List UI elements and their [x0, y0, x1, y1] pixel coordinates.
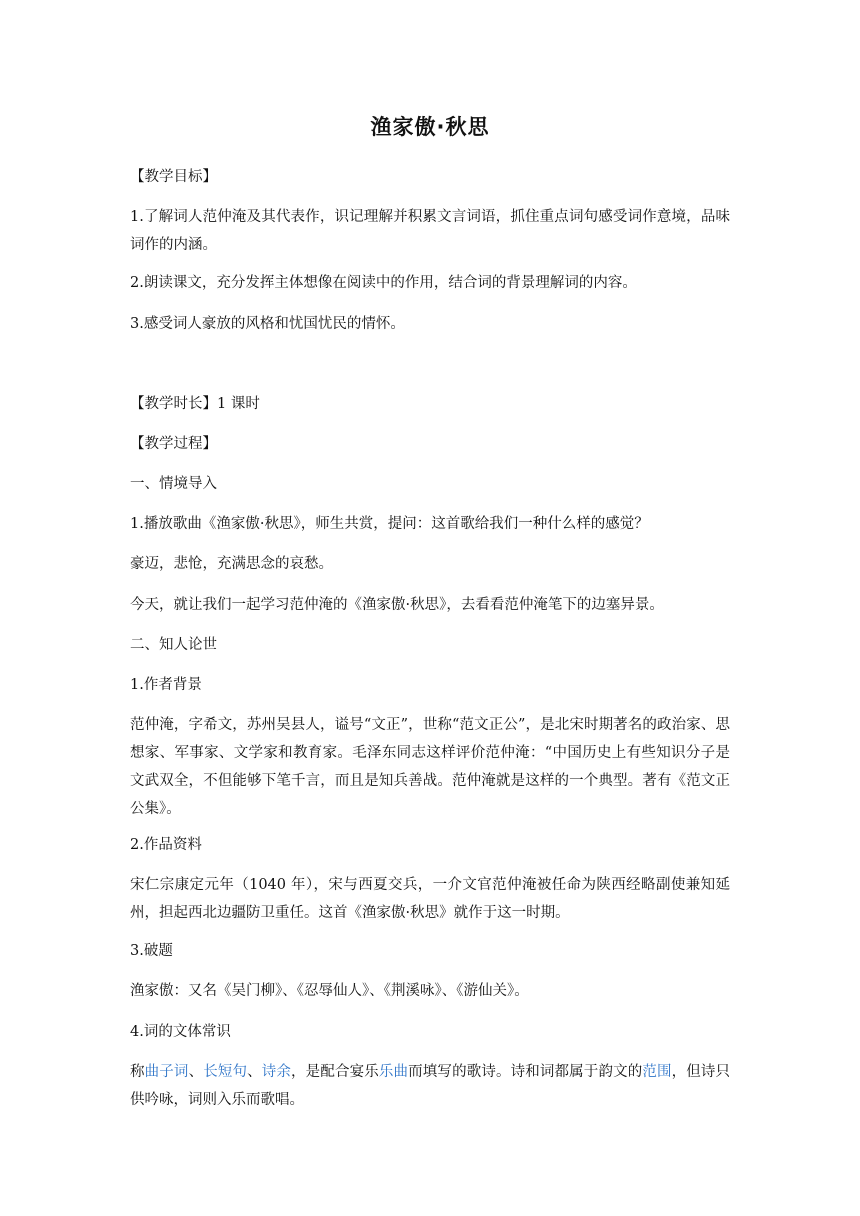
style-text-1: 称: [130, 1064, 145, 1080]
goal-item-1: 1.了解词人范仲淹及其代表作，识记理解并积累文言词语，抓住重点词句感受词作意境，品味词作的内涵。: [130, 209, 730, 253]
intro-paragraph-3: 今天，就让我们一起学习范仲淹的《渔家傲·秋思》，去看看范仲淹笔下的边塞异景。: [130, 597, 664, 613]
intro-paragraph-2: 豪迈，悲怆，充满思念的哀愁。: [130, 556, 333, 572]
work-info-paragraph: 宋仁宗康定元年（1040 年），宋与西夏交兵，一介文官范仲淹被任命为陕西经略副使兼知延州，担起西北边疆防卫重任。这首《渔家傲·秋思》就作于这一时期。: [130, 877, 730, 921]
subheading-title-note: 3.破题: [130, 943, 173, 959]
link-fanwei[interactable]: 范围: [642, 1064, 672, 1080]
style-text-4: ，是配合宴乐: [291, 1064, 379, 1080]
style-text-2: 、: [188, 1064, 204, 1080]
process-heading: 【教学过程】: [130, 436, 217, 452]
intro-paragraph-1: 1.播放歌曲《渔家傲·秋思》，师生共赏，提问：这首歌给我们一种什么样的感觉？: [130, 516, 649, 532]
goals-heading: 【教学目标】: [130, 169, 217, 185]
subheading-author: 1.作者背景: [130, 677, 202, 693]
style-text-5: 而填写的歌诗。诗和词都属于韵文的: [408, 1064, 643, 1080]
link-shiyu[interactable]: 诗余: [261, 1064, 292, 1080]
goal-item-2: 2.朗读课文，充分发挥主体想像在阅读中的作用，结合词的背景理解词的内容。: [130, 275, 637, 291]
link-yuequ[interactable]: 乐曲: [378, 1064, 409, 1080]
style-text-6: ，但诗只供吟咏，词则入乐而歌唱。: [130, 1064, 731, 1108]
link-quzici[interactable]: 曲子词: [144, 1064, 189, 1080]
style-paragraph: [130, 1058, 730, 1114]
document-title: 渔家傲·秋思: [370, 115, 490, 139]
subheading-style: 4.词的文体常识: [130, 1024, 231, 1040]
goal-item-3: 3.感受词人豪放的风格和忧国忧民的情怀。: [130, 316, 405, 332]
author-background-paragraph: 范仲淹，字希文，苏州吴县人，谥号“文正”，世称“范文正公”，是北宋时期著名的政治家、思想家、军事家、文学家和教育家。毛泽东同志这样评价范仲淹：“中国历史上有些知识分子是文武双全，不但能够下笔千言，而且是知兵善战。范仲淹就是这样的一个典型。著有《范文正公集》。: [130, 717, 730, 817]
section-heading-background: 二、知人论世: [130, 637, 217, 653]
section-heading-intro: 一、情境导入: [130, 476, 217, 492]
subheading-work-info: 2.作品资料: [130, 837, 202, 853]
duration-line: 【教学时长】1 课时: [130, 396, 260, 412]
style-text-3: 、: [247, 1064, 262, 1080]
title-note-paragraph: 渔家傲：又名《吴门柳》、《忍辱仙人》、《荆溪咏》、《游仙关》。: [130, 983, 529, 999]
link-changduanju[interactable]: 长短句: [203, 1064, 248, 1080]
